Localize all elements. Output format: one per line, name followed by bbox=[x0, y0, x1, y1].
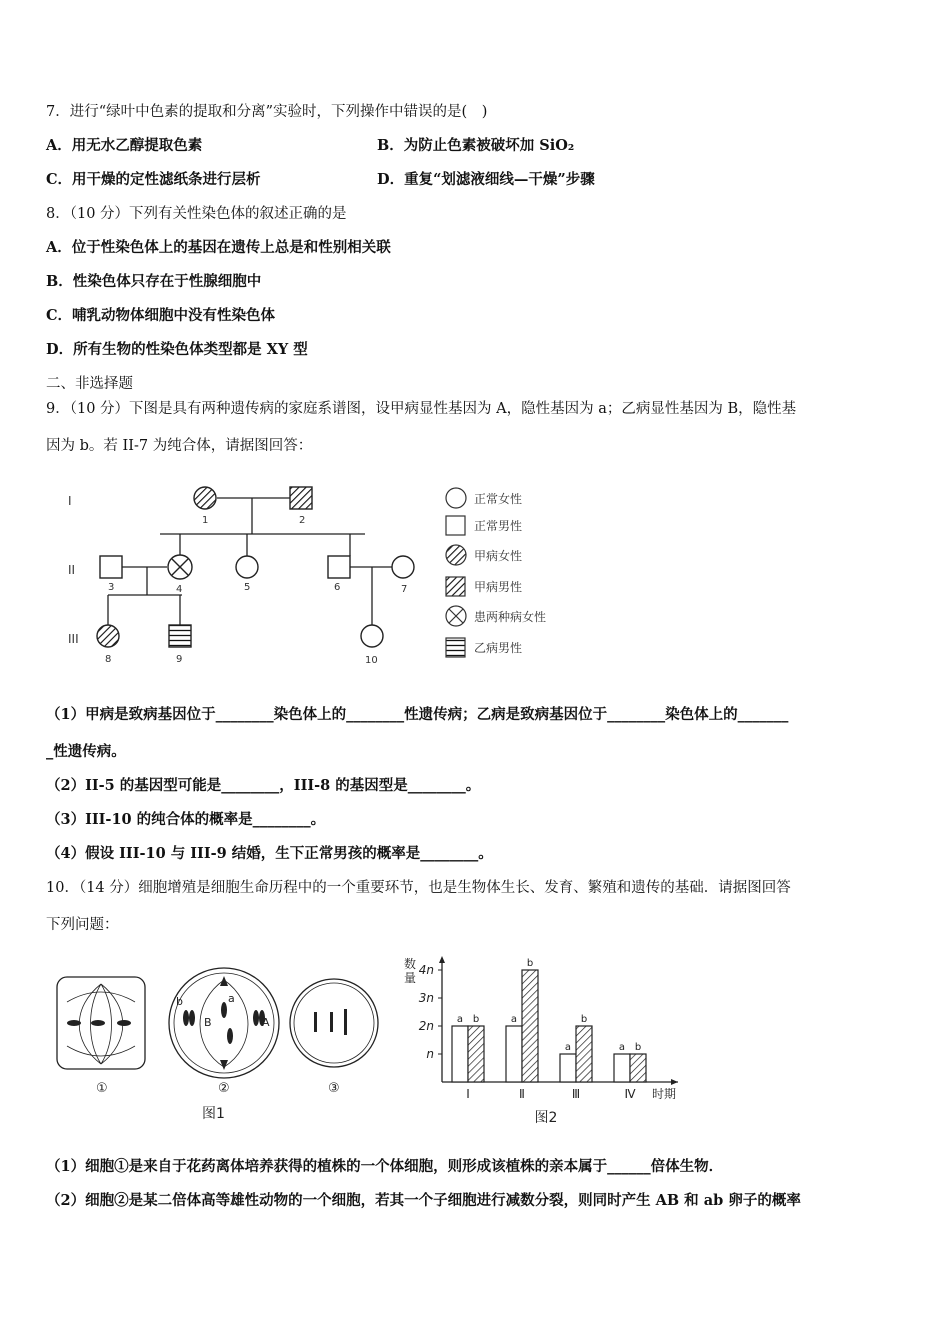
figure-2-bar-chart bbox=[400, 950, 700, 1130]
y-tick-label: 2n bbox=[418, 1019, 434, 1033]
n4: 4 bbox=[176, 584, 183, 595]
bar-label-b: b bbox=[634, 1042, 642, 1053]
legend-affected-male-symbol bbox=[446, 577, 465, 596]
gen-I-label: I bbox=[68, 494, 72, 508]
x-tick-label: Ⅱ bbox=[519, 1087, 525, 1101]
q8-option-c: C．哺乳动物体细胞中没有性染色体 bbox=[46, 307, 276, 324]
n5: 5 bbox=[244, 582, 251, 593]
x-axis-label: 时期 bbox=[652, 1087, 677, 1101]
bar-label-a: a bbox=[618, 1042, 626, 1053]
pedigree-I2-affected-male bbox=[290, 487, 312, 509]
q7-option-c: C．用干燥的定性滤纸条进行层析 bbox=[46, 171, 261, 188]
legend-label-0: 正常女性 bbox=[474, 492, 523, 506]
bar-label-b: b bbox=[472, 1014, 480, 1025]
q9-stem-line1: 9．（10 分）下图是具有两种遗传病的家庭系谱图，设甲病显性基因为 A，隐性基因为 a；乙病显性基因为 B，隐性基 bbox=[46, 401, 797, 417]
x-tick-label: Ⅳ bbox=[624, 1087, 636, 1101]
figure-2-caption: 图2 bbox=[534, 1110, 558, 1126]
gen-II-label: II bbox=[68, 563, 76, 577]
fig1-label-b: b bbox=[176, 995, 183, 1008]
n1: 1 bbox=[202, 515, 209, 526]
q10-part1: （1）细胞①是来自于花药离体培养获得的植株的一个体细胞，则形成该植株的亲本属于______倍体生物． bbox=[46, 1158, 724, 1175]
y-axis-label: 数 bbox=[404, 957, 417, 971]
pedigree-chart bbox=[60, 478, 580, 673]
x-tick-label: Ⅲ bbox=[571, 1087, 581, 1101]
bar-a bbox=[506, 1026, 522, 1082]
n3: 3 bbox=[108, 582, 115, 593]
q8-option-d: D．所有生物的性染色体类型都是 XY 型 bbox=[46, 341, 308, 358]
y-tick-label: n bbox=[426, 1047, 434, 1061]
n6: 6 bbox=[334, 582, 341, 593]
pedigree-II5-normal-female bbox=[236, 556, 258, 578]
bar-label-a: a bbox=[456, 1014, 464, 1025]
q9-part3: （3）III-10 的纯合体的概率是________。 bbox=[46, 811, 326, 828]
bar-label-b: b bbox=[580, 1014, 588, 1025]
cell-2-number: ② bbox=[218, 1081, 230, 1096]
bar-label-b: b bbox=[526, 958, 534, 969]
legend-label-2: 甲病女性 bbox=[474, 549, 523, 563]
bar-b bbox=[468, 1026, 484, 1082]
n8: 8 bbox=[105, 654, 112, 665]
bar-b bbox=[576, 1026, 592, 1082]
bar-a bbox=[452, 1026, 468, 1082]
q7-option-d: D．重复“划滤液细线—干燥”步骤 bbox=[377, 171, 595, 188]
legend-label-4: 患两种病女性 bbox=[474, 610, 547, 624]
q7-option-b: B．为防止色素被破坏加 SiO₂ bbox=[377, 137, 575, 154]
legend-label-3: 甲病男性 bbox=[474, 580, 523, 594]
legend-diseaseB-male-symbol bbox=[446, 638, 465, 657]
y-tick-label: 3n bbox=[418, 991, 434, 1005]
q9-part1-line1: （1）甲病是致病基因位于________染色体上的________性遗传病；乙病是致病基因位于________染色体上的_______ bbox=[46, 706, 789, 723]
pedigree-II3-normal-male bbox=[100, 556, 122, 578]
pedigree-II7-normal-female bbox=[392, 556, 414, 578]
pedigree-III10-normal-female bbox=[361, 625, 383, 647]
legend-affected-female-symbol bbox=[446, 545, 466, 565]
q8-option-a: A．位于性染色体上的基因在遗传上总是和性别相关联 bbox=[46, 239, 391, 256]
q10-stem-line1: 10．（14 分）细胞增殖是细胞生命历程中的一个重要环节，也是生物体生长、发育、繁殖和遗传的基础．请据图回答 bbox=[46, 880, 791, 896]
gen-III-label: III bbox=[68, 632, 79, 646]
q10-stem-line2: 下列问题： bbox=[46, 917, 119, 933]
bar-a bbox=[560, 1054, 576, 1082]
n2: 2 bbox=[299, 515, 306, 526]
q7-option-a: A．用无水乙醇提取色素 bbox=[46, 137, 203, 154]
cell-3-number: ③ bbox=[328, 1081, 340, 1096]
q9-stem-line2: 因为 b。若 II-7 为纯合体，请据图回答： bbox=[46, 438, 313, 454]
x-axis-arrow bbox=[671, 1079, 678, 1085]
n7: 7 bbox=[401, 584, 408, 595]
bar-label-a: a bbox=[510, 1014, 518, 1025]
fig1-label-B: B bbox=[204, 1016, 212, 1029]
cell-1-number: ① bbox=[96, 1081, 108, 1096]
fig1-label-a: a bbox=[228, 992, 235, 1005]
y-axis-arrow bbox=[439, 956, 445, 963]
section-heading: 二、非选择题 bbox=[46, 376, 133, 392]
y-tick-label: 4n bbox=[418, 963, 434, 977]
q9-part4: （4）假设 III-10 与 III-9 结婚，生下正常男孩的概率是________。 bbox=[46, 845, 493, 862]
bar-a bbox=[614, 1054, 630, 1082]
legend-label-5: 乙病男性 bbox=[474, 641, 523, 655]
x-tick-label: Ⅰ bbox=[466, 1087, 470, 1101]
fig1-label-A: A bbox=[262, 1016, 270, 1029]
bar-b bbox=[630, 1054, 646, 1082]
bar-label-a: a bbox=[564, 1042, 572, 1053]
q10-part2: （2）细胞②是某二倍体高等雄性动物的一个细胞，若其一个子细胞进行减数分裂，则同时产生 AB 和 ab 卵子的概率 bbox=[46, 1192, 801, 1209]
bar-b bbox=[522, 970, 538, 1082]
q9-part1-line2: _性遗传病。 bbox=[46, 743, 126, 760]
q7-stem: 7．进行“绿叶中色素的提取和分离”实验时，下列操作中错误的是( ) bbox=[46, 104, 488, 120]
figure-1-cells bbox=[52, 962, 392, 1130]
pedigree-III8-affected-female bbox=[97, 625, 119, 647]
pedigree-II6-normal-male bbox=[328, 556, 350, 578]
y-axis-label: 量 bbox=[404, 971, 417, 985]
pedigree-I1-affected-female bbox=[194, 487, 216, 509]
q8-option-b: B．性染色体只存在于性腺细胞中 bbox=[46, 273, 262, 290]
cell-3-outline bbox=[290, 979, 378, 1067]
q8-stem: 8．（10 分）下列有关性染色体的叙述正确的是 bbox=[46, 206, 347, 222]
n9: 9 bbox=[176, 654, 183, 665]
legend-normal-male-symbol bbox=[446, 516, 465, 535]
n10: 10 bbox=[365, 655, 378, 666]
q9-part2: （2）II-5 的基因型可能是________，III-8 的基因型是________。 bbox=[46, 777, 481, 794]
figure-1-caption: 图1 bbox=[202, 1106, 225, 1122]
legend-normal-female-symbol bbox=[446, 488, 466, 508]
pedigree-III9-diseaseB-male bbox=[169, 625, 191, 647]
legend-label-1: 正常男性 bbox=[474, 519, 523, 533]
